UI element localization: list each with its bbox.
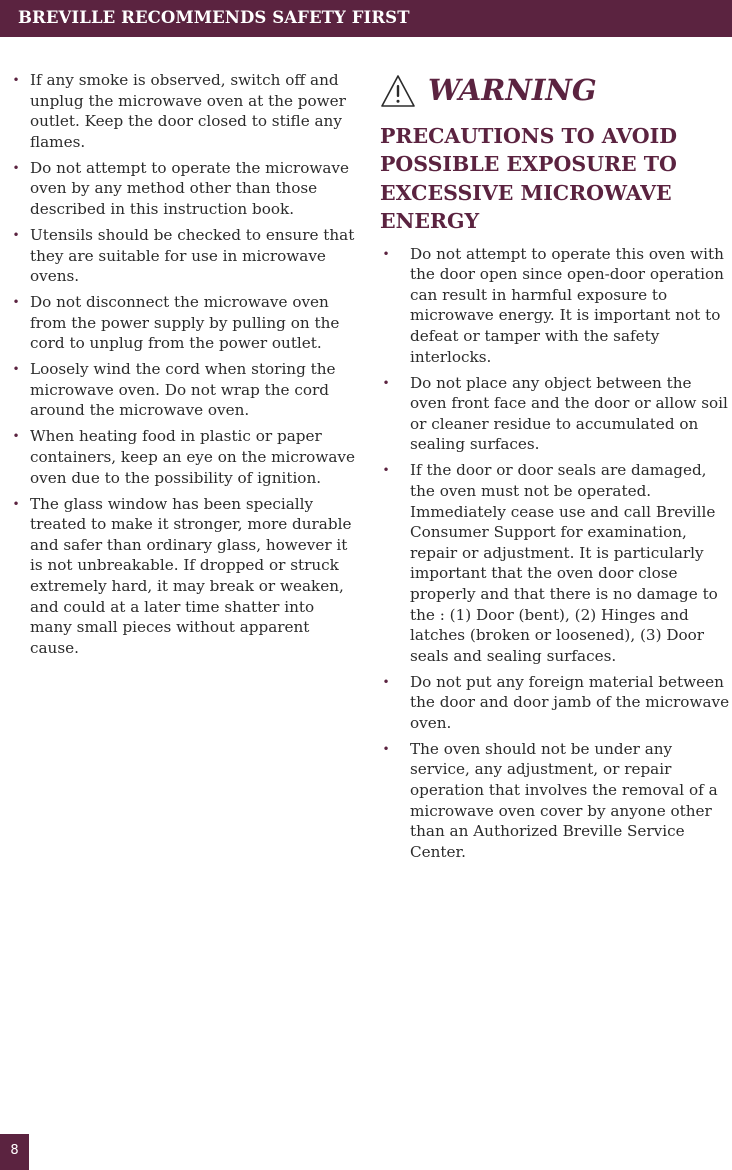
list-item (10, 225, 355, 287)
bullet-icon: • (12, 362, 20, 377)
bullet-icon: • (12, 160, 20, 175)
list-item-text: Do not place any object between the oven front face and the door or allow soil or cleaner residue to accumulated on sealing surfaces. (410, 373, 728, 454)
header-bar (0, 0, 732, 37)
bullet-icon: • (382, 674, 390, 689)
bullet-icon: • (382, 741, 390, 756)
bullet-icon: • (12, 295, 20, 310)
precautions-list (380, 244, 732, 863)
bullet-icon: • (12, 227, 20, 242)
warning-label: WARNING (428, 73, 597, 107)
list-item-text: Do not disconnect the microwave oven from the power supply by pulling on the cord to unplug from the power outlet. (30, 293, 340, 353)
page-number-badge (0, 1134, 29, 1170)
list-item (380, 244, 732, 368)
list-item (10, 292, 355, 354)
list-item-text: The glass window has been specially treated to make it stronger, more durable and safer than ordinary glass, however it is not unbreakable. If dropped or struck extremely hard, it may break or weaken, and could at a later time shatter into many small pieces without apparent cause. (30, 494, 352, 657)
list-item-text: Do not attempt to operate this oven with the door open since open-door operation can result in harmful exposure to microwave energy. It is important not to defeat or tamper with the safety interlocks. (410, 244, 724, 366)
list-item-text: The oven should not be under any service, any adjustment, or repair operation that involves the removal of a microwave oven cover by anyone other than an Authorized Breville Service Center. (410, 739, 718, 861)
list-item (380, 739, 732, 863)
warning-title-row (380, 70, 732, 114)
list-item-text: Do not put any foreign material between the door and door jamb of the microwave oven. (410, 672, 730, 732)
warning-triangle-icon (380, 74, 416, 108)
list-item (380, 373, 732, 455)
header-title: BREVILLE RECOMMENDS SAFETY FIRST (18, 8, 410, 27)
precautions-heading: PRECAUTIONS TO AVOID POSSIBLE EXPOSURE TO EXCESSIVE MICROWAVE ENERGY (380, 124, 677, 234)
bullet-icon: • (382, 246, 390, 261)
list-item (380, 672, 732, 734)
bullet-icon: • (382, 375, 390, 390)
left-safety-list (10, 70, 355, 658)
list-item (10, 70, 355, 152)
list-item-text: Utensils should be checked to ensure that they are suitable for use in microwave ovens. (30, 225, 355, 286)
list-item-text: If the door or door seals are damaged, the oven must not be operated. Immediately cease use and call Breville Consumer Support for examination, repair or adjustment. It is particularly important that the oven door close properly and that there is no damage to the : (1) Door (bent), (2) Hinges and latches (broken or loosened), (3) Door seals and sealing surfaces. (410, 461, 718, 665)
list-item (10, 494, 355, 659)
page-number: 8 (10, 1143, 19, 1158)
left-column (10, 70, 355, 664)
list-item-text: When heating food in plastic or paper containers, keep an eye on the microwave oven due to the possibility of ignition. (30, 427, 355, 487)
list-item-text: If any smoke is observed, switch off and unplug the microwave oven at the power outlet. Keep the door closed to stifle any flames. (30, 71, 346, 151)
bullet-icon: • (12, 73, 20, 87)
bullet-icon: • (12, 429, 20, 444)
list-item (10, 359, 355, 421)
list-item-text: Do not attempt to operate the microwave oven by any method other than those described in this instruction book. (30, 158, 349, 218)
list-item (10, 158, 355, 220)
right-column (380, 70, 732, 868)
list-item-text: Loosely wind the cord when storing the microwave oven. Do not wrap the cord around the microwave oven. (30, 360, 336, 420)
list-item (10, 426, 355, 488)
bullet-icon: • (382, 463, 390, 478)
bullet-icon: • (12, 496, 20, 511)
list-item (380, 460, 732, 666)
